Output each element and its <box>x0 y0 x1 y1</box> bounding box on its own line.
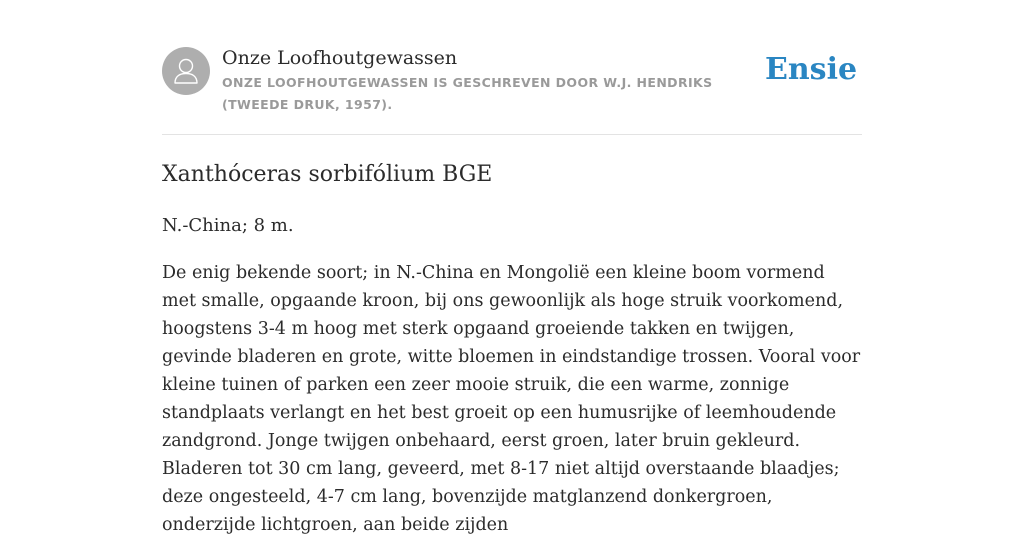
entry-body: De enig bekende soort; in N.-China en Mongolië een kleine boom vormend met smalle, opgaande kroon, bij ons gewoonlijk als hoge struik voorkomend, hoogstens 3-4 m hoog met sterk opgaand groeiende takken en twijgen, gevinde bladeren en grote, witte bloemen in eindstandige trossen. Vooral voor kleine tuinen of parken een zeer mooie struik, die een warme, zonnige standplaats verlangt en het best groeit op een humusrijke of leemhoudende zandgrond. Jonge twijgen onbehaard, eerst groen, later bruin gekleurd. Bladeren tot 30 cm lang, geveerd, met 8-17 niet altijd overstaande blaadjes; deze ongesteeld, 4-7 cm lang, bovenzijde matglanzend donkergroen, onderzijde lichtgroen, aan beide zijden <box>162 263 861 535</box>
source-header <box>162 0 862 135</box>
source-description: ONZE LOOFHOUTGEWASSEN IS GESCHREVEN DOOR W.J. HENDRIKS (TWEEDE DRUK, 1957). <box>222 75 713 112</box>
page-container <box>162 0 862 535</box>
entry-origin: N.-China; 8 m. <box>162 215 294 236</box>
ensie-logo[interactable]: Ensie <box>765 52 858 87</box>
user-placeholder-icon[interactable] <box>162 47 210 95</box>
source-title-link[interactable]: Onze Loofhoutgewassen <box>222 47 458 69</box>
entry-title: Xanthóceras sorbifólium BGE <box>162 162 493 187</box>
